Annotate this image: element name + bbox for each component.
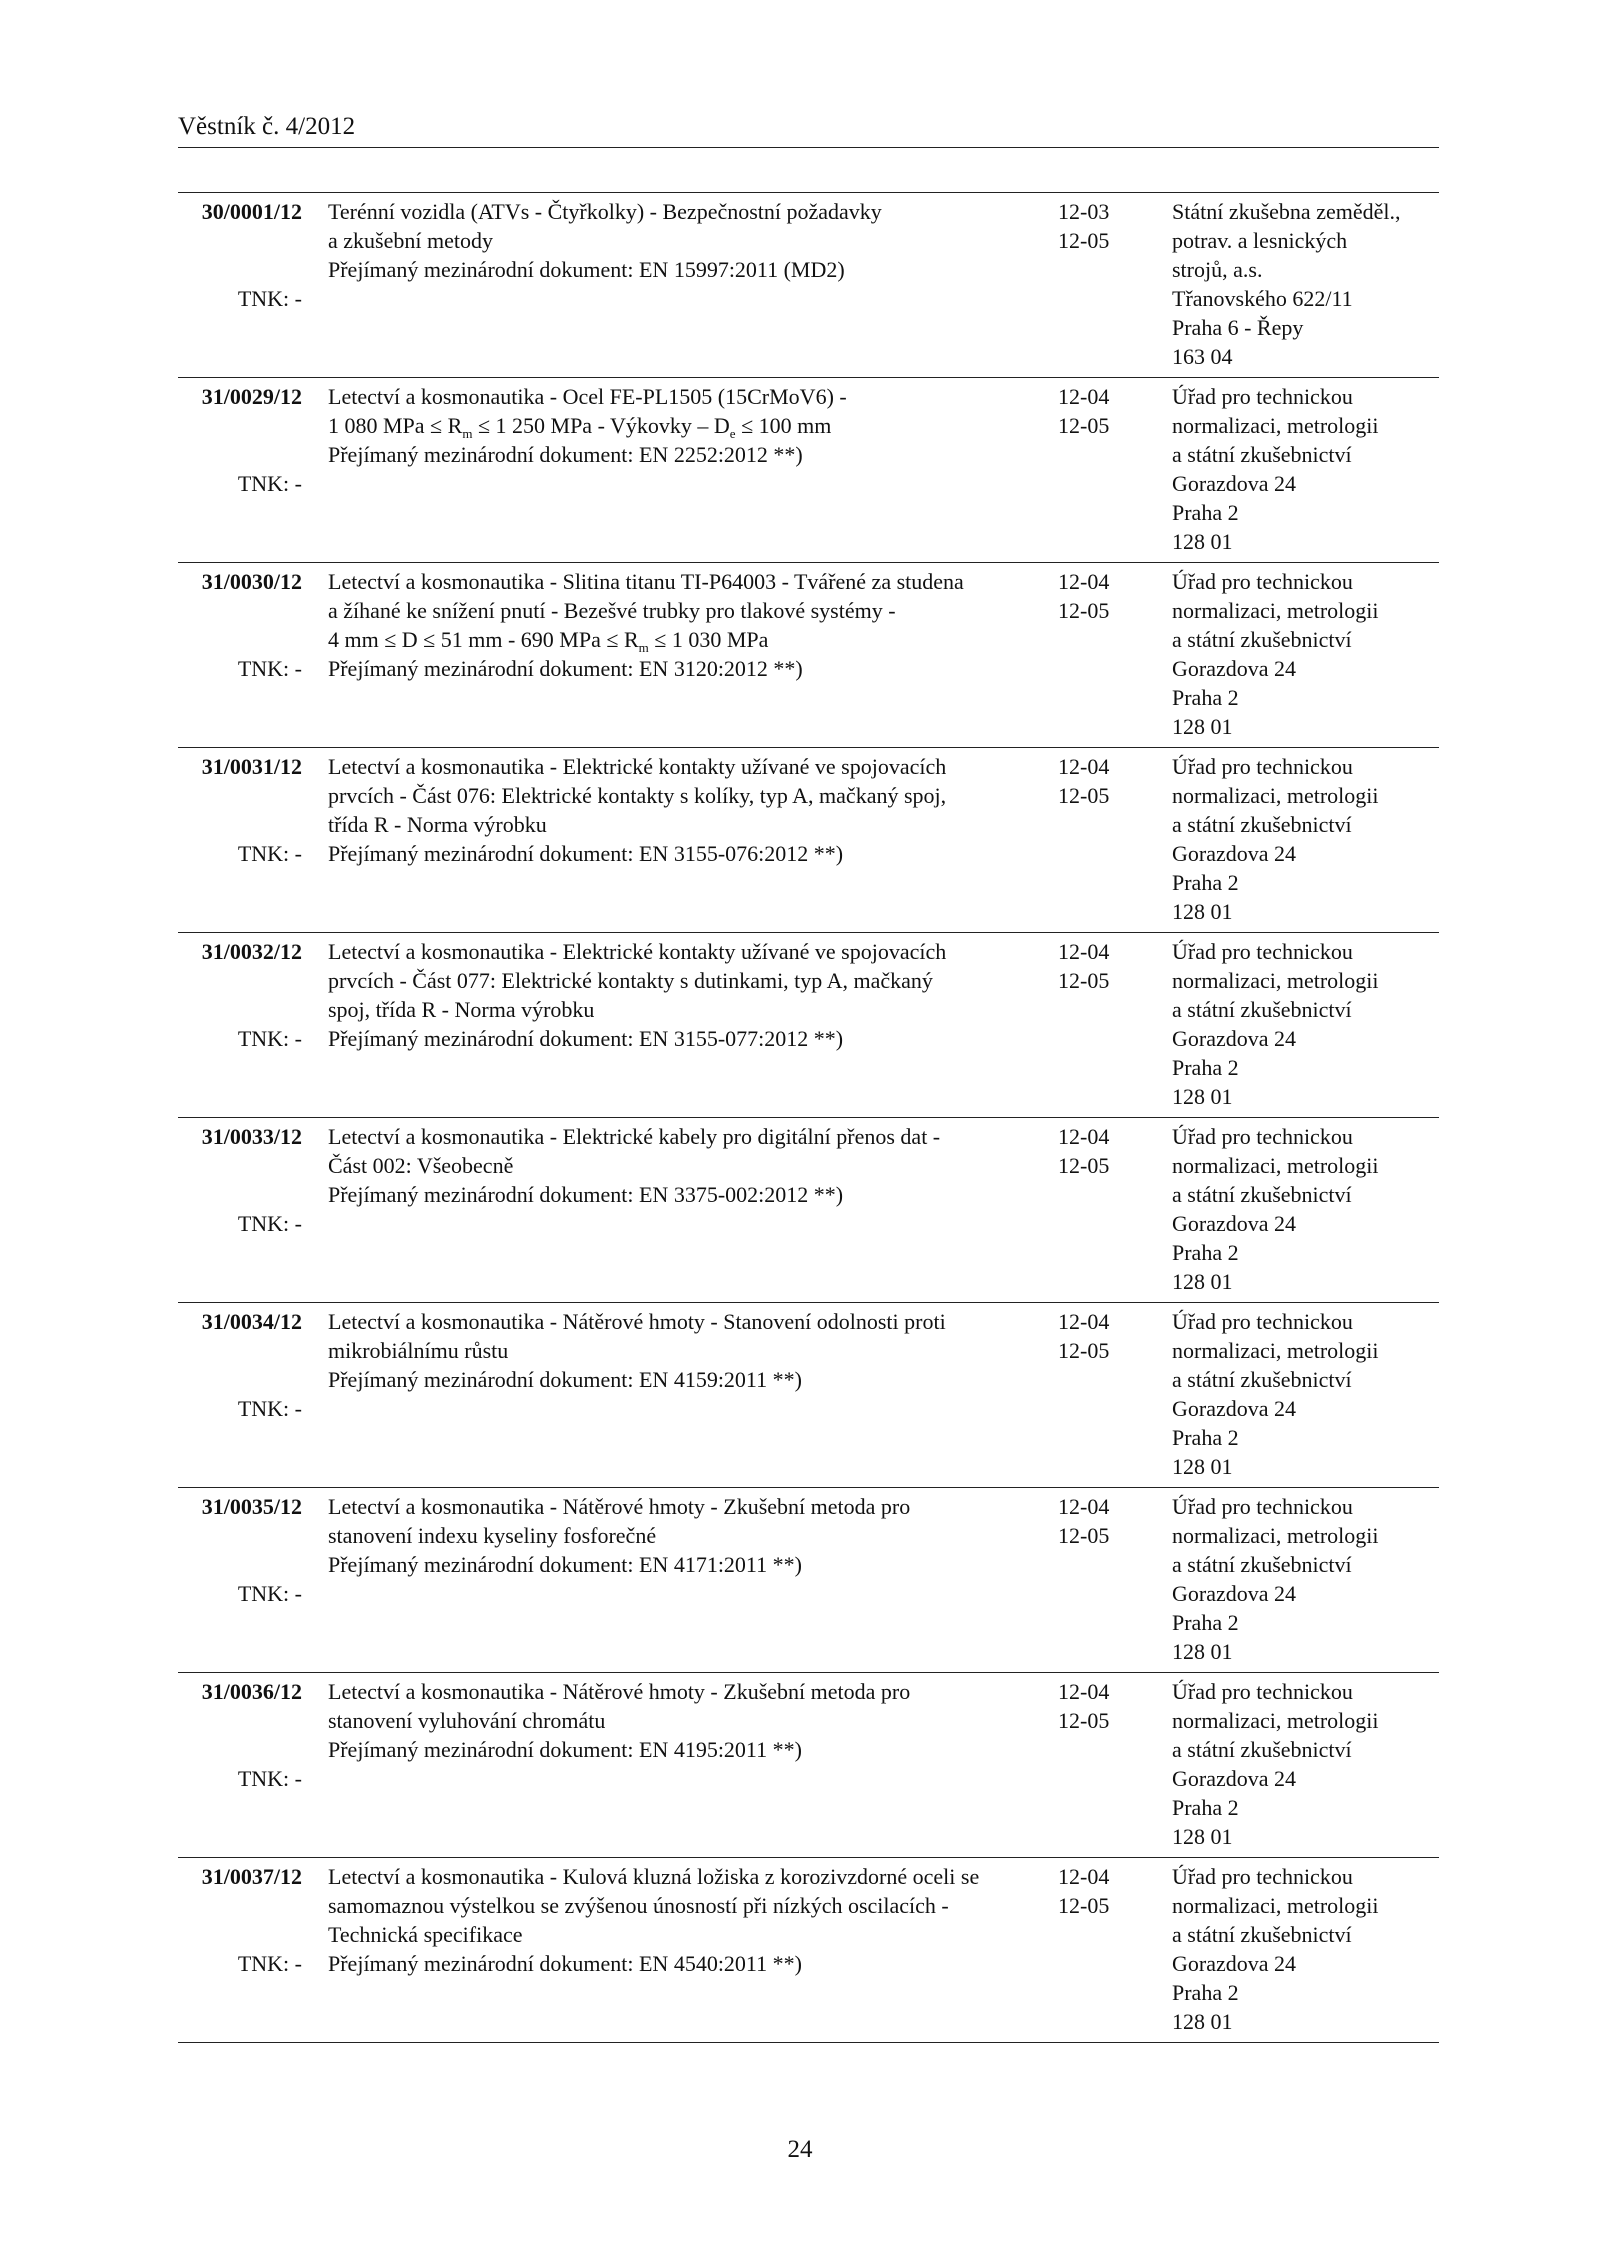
address-line: Úřad pro technickou [1172,939,1353,964]
table-row [178,933,1439,1118]
date-code: 12-05 [1058,968,1110,993]
date-codes [1058,1862,1138,1920]
title-line: Přejímaný mezinárodní dokument: EN 4540:2011 **) [328,1951,802,1976]
record-id: 31/0035/12 [201,1494,302,1519]
address-line: Praha 2 [1172,1980,1239,2005]
address-line: Úřad pro technickou [1172,384,1353,409]
address-line: Praha 2 [1172,1240,1239,1265]
title-line: Terénní vozidla (ATVs - Čtyřkolky) - Bezpečnostní požadavky [328,199,882,224]
tnk-label: TNK: - [237,841,302,866]
title-line: Přejímaný mezinárodní dokument: EN 3375-002:2012 **) [328,1182,844,1207]
title-line: mikrobiálnímu růstu [328,1338,509,1363]
address-line: Gorazdova 24 [1172,1026,1297,1051]
title-line: Část 002: Všeobecně [328,1153,514,1178]
tnk-label: TNK: - [237,1026,302,1051]
table-row [178,1488,1439,1673]
date-code: 12-03 [1058,199,1110,224]
address-line: a státní zkušebnictví [1172,1182,1352,1207]
organization-address [1172,1492,1439,1666]
title-line: Letectví a kosmonautika - Nátěrové hmoty - Zkušební metoda pro [328,1679,911,1704]
address-line: Úřad pro technickou [1172,1864,1353,1889]
date-codes [1058,937,1138,995]
address-line: a státní zkušebnictví [1172,1737,1352,1762]
address-line: potrav. a lesnických [1172,228,1348,253]
address-line: Praha 6 - Řepy [1172,315,1304,340]
date-code: 12-05 [1058,783,1110,808]
address-line: a státní zkušebnictví [1172,1922,1352,1947]
title-line: stanovení indexu kyseliny fosforečné [328,1523,657,1548]
date-code: 12-05 [1058,1523,1110,1548]
date-code: 12-04 [1058,754,1110,779]
address-line: Gorazdova 24 [1172,1581,1297,1606]
date-code: 12-05 [1058,1893,1110,1918]
date-codes [1058,1677,1138,1735]
table-row [178,563,1439,748]
address-line: a státní zkušebnictví [1172,997,1352,1022]
title-line: prvcích - Část 076: Elektrické kontakty s kolíky, typ A, mačkaný spoj, [328,783,947,808]
title-line: Přejímaný mezinárodní dokument: EN 4171:2011 **) [328,1552,802,1577]
table-row [178,1858,1439,2043]
record-id: 31/0029/12 [201,384,302,409]
address-line: a státní zkušebnictví [1172,1367,1352,1392]
journal-title: Věstník č. 4/2012 [178,113,356,140]
title-line: 1 080 MPa ≤ $R_m \le 1$ 250 MPa - Výkovky – $D_e \le 100$ mm [328,413,832,441]
address-line: a státní zkušebnictví [1172,627,1352,652]
date-code: 12-05 [1058,1338,1110,1363]
tnk-label: TNK: - [237,1211,302,1236]
date-codes [1058,567,1138,625]
address-line: normalizaci, metrologii [1172,1708,1379,1733]
address-line: strojů, a.s. [1172,257,1263,282]
date-code: 12-04 [1058,1864,1110,1889]
date-code: 12-04 [1058,1309,1110,1334]
organization-address [1172,1122,1439,1296]
title-line: Technická specifikace [328,1922,523,1947]
organization-address [1172,937,1439,1111]
address-line: a státní zkušebnictví [1172,1552,1352,1577]
address-line: Úřad pro technickou [1172,1679,1353,1704]
organization-address [1172,197,1439,371]
organization-address [1172,752,1439,926]
address-line: a státní zkušebnictví [1172,812,1352,837]
organization-address [1172,1677,1439,1851]
record-id: 31/0037/12 [201,1864,302,1889]
address-line: normalizaci, metrologii [1172,968,1379,993]
address-line: normalizaci, metrologii [1172,413,1379,438]
title-line: Letectví a kosmonautika - Nátěrové hmoty - Stanovení odolnosti proti [328,1309,946,1334]
page-header [178,112,1439,148]
date-code: 12-04 [1058,1124,1110,1149]
address-line: 128 01 [1172,529,1233,554]
table-row [178,1673,1439,1858]
address-line: Úřad pro technickou [1172,1494,1353,1519]
address-line: 128 01 [1172,1269,1233,1294]
address-line: normalizaci, metrologii [1172,598,1379,623]
address-line: 128 01 [1172,1639,1233,1664]
date-code: 12-05 [1058,1708,1110,1733]
record-id: 30/0001/12 [201,199,302,224]
title-line: Letectví a kosmonautika - Elektrické kontakty užívané ve spojovacích [328,754,947,779]
date-code: 12-04 [1058,1494,1110,1519]
date-codes [1058,1122,1138,1180]
title-line: Přejímaný mezinárodní dokument: EN 3155-077:2012 **) [328,1026,844,1051]
title-line: Letectví a kosmonautika - Kulová kluzná ložiska z korozivzdorné oceli se [328,1864,980,1889]
address-line: Gorazdova 24 [1172,656,1297,681]
address-line: Praha 2 [1172,1610,1239,1635]
date-codes [1058,382,1138,440]
title-line: samomaznou výstelkou se zvýšenou únosností při nízkých oscilacích - [328,1893,949,1918]
record-id: 31/0034/12 [201,1309,302,1334]
address-line: normalizaci, metrologii [1172,1153,1379,1178]
title-line: Letectví a kosmonautika - Slitina titanu TI-P64003 - Tvářené za studena [328,569,964,594]
organization-address [1172,1862,1439,2036]
address-line: 128 01 [1172,1824,1233,1849]
tnk-label: TNK: - [237,1766,302,1791]
address-line: Úřad pro technickou [1172,754,1353,779]
organization-address [1172,382,1439,556]
tnk-label: TNK: - [237,1396,302,1421]
title-line: prvcích - Část 077: Elektrické kontakty s dutinkami, typ A, mačkaný [328,968,933,993]
title-line: Přejímaný mezinárodní dokument: EN 4195:2011 **) [328,1737,802,1762]
title-line: Přejímaný mezinárodní dokument: EN 3120:2012 **) [328,656,803,681]
address-line: Praha 2 [1172,1055,1239,1080]
subscript: m [638,640,649,655]
address-line: Gorazdova 24 [1172,1211,1297,1236]
title-line: a zkušební metody [328,228,493,253]
address-line: normalizaci, metrologii [1172,1338,1379,1363]
address-line: Praha 2 [1172,1425,1239,1450]
address-line: Gorazdova 24 [1172,841,1297,866]
tnk-label: TNK: - [237,656,302,681]
title-line: Přejímaný mezinárodní dokument: EN 2252:2012 **) [328,442,803,467]
tnk-label: TNK: - [237,471,302,496]
address-line: 128 01 [1172,1084,1233,1109]
date-code: 12-04 [1058,1679,1110,1704]
address-line: 128 01 [1172,899,1233,924]
subscript: e [729,426,736,441]
date-codes [1058,1492,1138,1550]
address-line: Praha 2 [1172,1795,1239,1820]
date-code: 12-04 [1058,569,1110,594]
address-line: Gorazdova 24 [1172,471,1297,496]
date-code: 12-04 [1058,384,1110,409]
address-line: Třanovského 622/11 [1172,286,1353,311]
address-line: Praha 2 [1172,500,1239,525]
record-id: 31/0036/12 [201,1679,302,1704]
date-codes [1058,1307,1138,1365]
table-row [178,748,1439,933]
organization-address [1172,1307,1439,1481]
table-row [178,1118,1439,1303]
address-line: a státní zkušebnictví [1172,442,1352,467]
record-id: 31/0030/12 [201,569,302,594]
address-line: Úřad pro technickou [1172,1124,1353,1149]
title-line: a žíhané ke snížení pnutí - Bezešvé trubky pro tlakové systémy - [328,598,896,623]
address-line: Státní zkušebna zeměděl., [1172,199,1401,224]
title-line: stanovení vyluhování chromátu [328,1708,606,1733]
record-id: 31/0032/12 [201,939,302,964]
record-id: 31/0031/12 [201,754,302,779]
title-line: spoj, třída R - Norma výrobku [328,997,595,1022]
title-line: Letectví a kosmonautika - Nátěrové hmoty - Zkušební metoda pro [328,1494,911,1519]
address-line: 128 01 [1172,2009,1233,2034]
title-line: třída R - Norma výrobku [328,812,547,837]
title-line: Letectví a kosmonautika - Elektrické kontakty užívané ve spojovacích [328,939,947,964]
table-row [178,193,1439,378]
address-line: Gorazdova 24 [1172,1396,1297,1421]
tnk-label: TNK: - [237,286,302,311]
date-codes [1058,197,1138,255]
standards-table [178,192,1439,2043]
title-line: Přejímaný mezinárodní dokument: EN 15997:2011 (MD2) [328,257,845,282]
tnk-label: TNK: - [237,1581,302,1606]
title-line: Přejímaný mezinárodní dokument: EN 3155-076:2012 **) [328,841,844,866]
address-line: 163 04 [1172,344,1233,369]
title-line: 4 mm ≤ D ≤ 51 mm - 690 MPa ≤ $R_m \le 1$ 030 MPa [328,627,769,655]
address-line: normalizaci, metrologii [1172,1893,1379,1918]
date-code: 12-05 [1058,228,1110,253]
tnk-label: TNK: - [237,1951,302,1976]
address-line: Gorazdova 24 [1172,1766,1297,1791]
table-row [178,378,1439,563]
address-line: 128 01 [1172,1454,1233,1479]
date-code: 12-05 [1058,413,1110,438]
address-line: Úřad pro technickou [1172,1309,1353,1334]
date-code: 12-05 [1058,598,1110,623]
date-codes [1058,752,1138,810]
address-line: Gorazdova 24 [1172,1951,1297,1976]
address-line: normalizaci, metrologii [1172,1523,1379,1548]
subscript: m [462,426,473,441]
address-line: normalizaci, metrologii [1172,783,1379,808]
address-line: Praha 2 [1172,685,1239,710]
address-line: Praha 2 [1172,870,1239,895]
table-row [178,1303,1439,1488]
date-code: 12-05 [1058,1153,1110,1178]
title-line: Přejímaný mezinárodní dokument: EN 4159:2011 **) [328,1367,802,1392]
title-line: Letectví a kosmonautika - Ocel FE-PL1505 (15CrMoV6) - [328,384,847,409]
address-line: Úřad pro technickou [1172,569,1353,594]
page-number: 24 [787,2136,813,2163]
title-line: Letectví a kosmonautika - Elektrické kabely pro digitální přenos dat - [328,1124,941,1149]
organization-address [1172,567,1439,741]
record-id: 31/0033/12 [201,1124,302,1149]
address-line: 128 01 [1172,714,1233,739]
date-code: 12-04 [1058,939,1110,964]
